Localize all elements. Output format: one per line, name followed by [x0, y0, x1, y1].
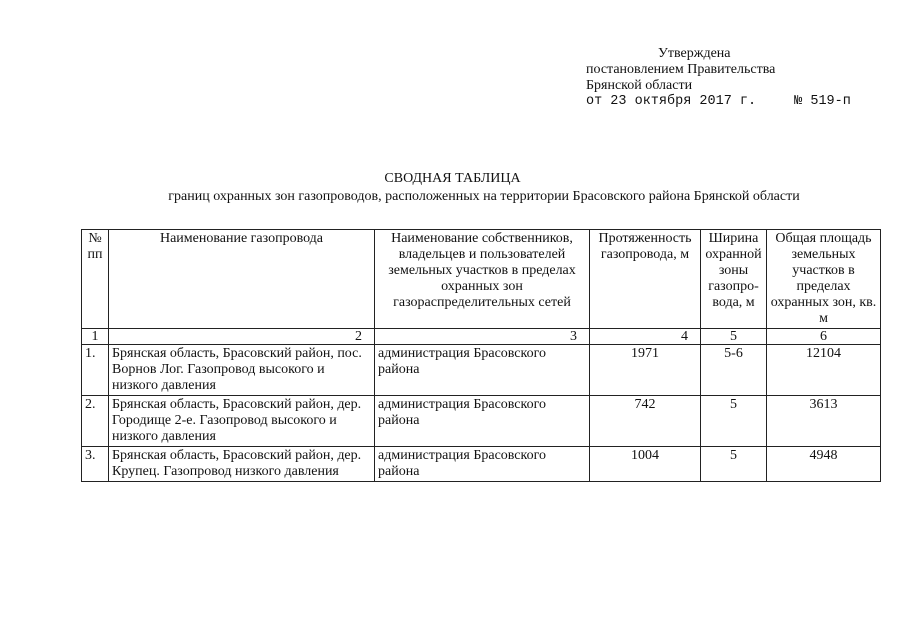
column-number-row [82, 329, 881, 345]
table-row [82, 447, 881, 482]
owner: администрация Брасовского района [375, 396, 590, 447]
approval-line-region: Брянской области [586, 78, 693, 93]
area: 4948 [767, 447, 881, 482]
length: 1004 [590, 447, 701, 482]
column-number: 4 [590, 329, 701, 345]
approval-line-resolution: постановлением Правительства [586, 62, 776, 77]
zone-width: 5 [701, 396, 767, 447]
length: 742 [590, 396, 701, 447]
area: 12104 [767, 345, 881, 396]
approval-date: от 23 октября 2017 г. [586, 94, 757, 109]
approval-line-approved: Утверждена [658, 46, 731, 61]
document-title: СВОДНАЯ ТАБЛИЦА [384, 171, 521, 186]
owner: администрация Брасовского района [375, 447, 590, 482]
length: 1971 [590, 345, 701, 396]
zone-width: 5-6 [701, 345, 767, 396]
pipeline-name: Брянская область, Брасовский район, пос. Ворнов Лог. Газопровод высокого и низкого давления [109, 345, 375, 396]
document-subtitle: границ охранных зон газопроводов, расположенных на территории Брасовского района Брянской области [168, 189, 800, 204]
header-cell-area: Общая площадь земельных участков в пределах охранных зон, кв. м [767, 230, 881, 329]
header-cell-number: № пп [82, 230, 109, 329]
header-cell-owners: Наименование собственников, владельцев и пользователей земельных участков в пределах охранных зон газораспределительных сетей [375, 230, 590, 329]
header-cell-pipeline-name: Наименование газопровода [109, 230, 375, 329]
owner: администрация Брасовского района [375, 345, 590, 396]
zone-width: 5 [701, 447, 767, 482]
pipeline-name: Брянская область, Брасовский район, дер. Городище 2-е. Газопровод высокого и низкого давления [109, 396, 375, 447]
column-number: 2 [109, 329, 375, 345]
column-number: 6 [767, 329, 881, 345]
column-number: 1 [82, 329, 109, 345]
table-row [82, 396, 881, 447]
summary-table [81, 229, 881, 482]
row-number: 2. [82, 396, 109, 447]
approval-number: № 519-п [794, 94, 851, 109]
header-cell-zone-width: Ширина охранной зоны газопро-вода, м [701, 230, 767, 329]
row-number: 3. [82, 447, 109, 482]
header-cell-length: Протяженность газопровода, м [590, 230, 701, 329]
table-header-row [82, 230, 881, 329]
column-number: 3 [375, 329, 590, 345]
approval-block [586, 46, 851, 110]
table-row [82, 345, 881, 396]
approval-date-line [586, 94, 851, 110]
area: 3613 [767, 396, 881, 447]
row-number: 1. [82, 345, 109, 396]
column-number: 5 [701, 329, 767, 345]
pipeline-name: Брянская область, Брасовский район, дер. Крупец. Газопровод низкого давления [109, 447, 375, 482]
